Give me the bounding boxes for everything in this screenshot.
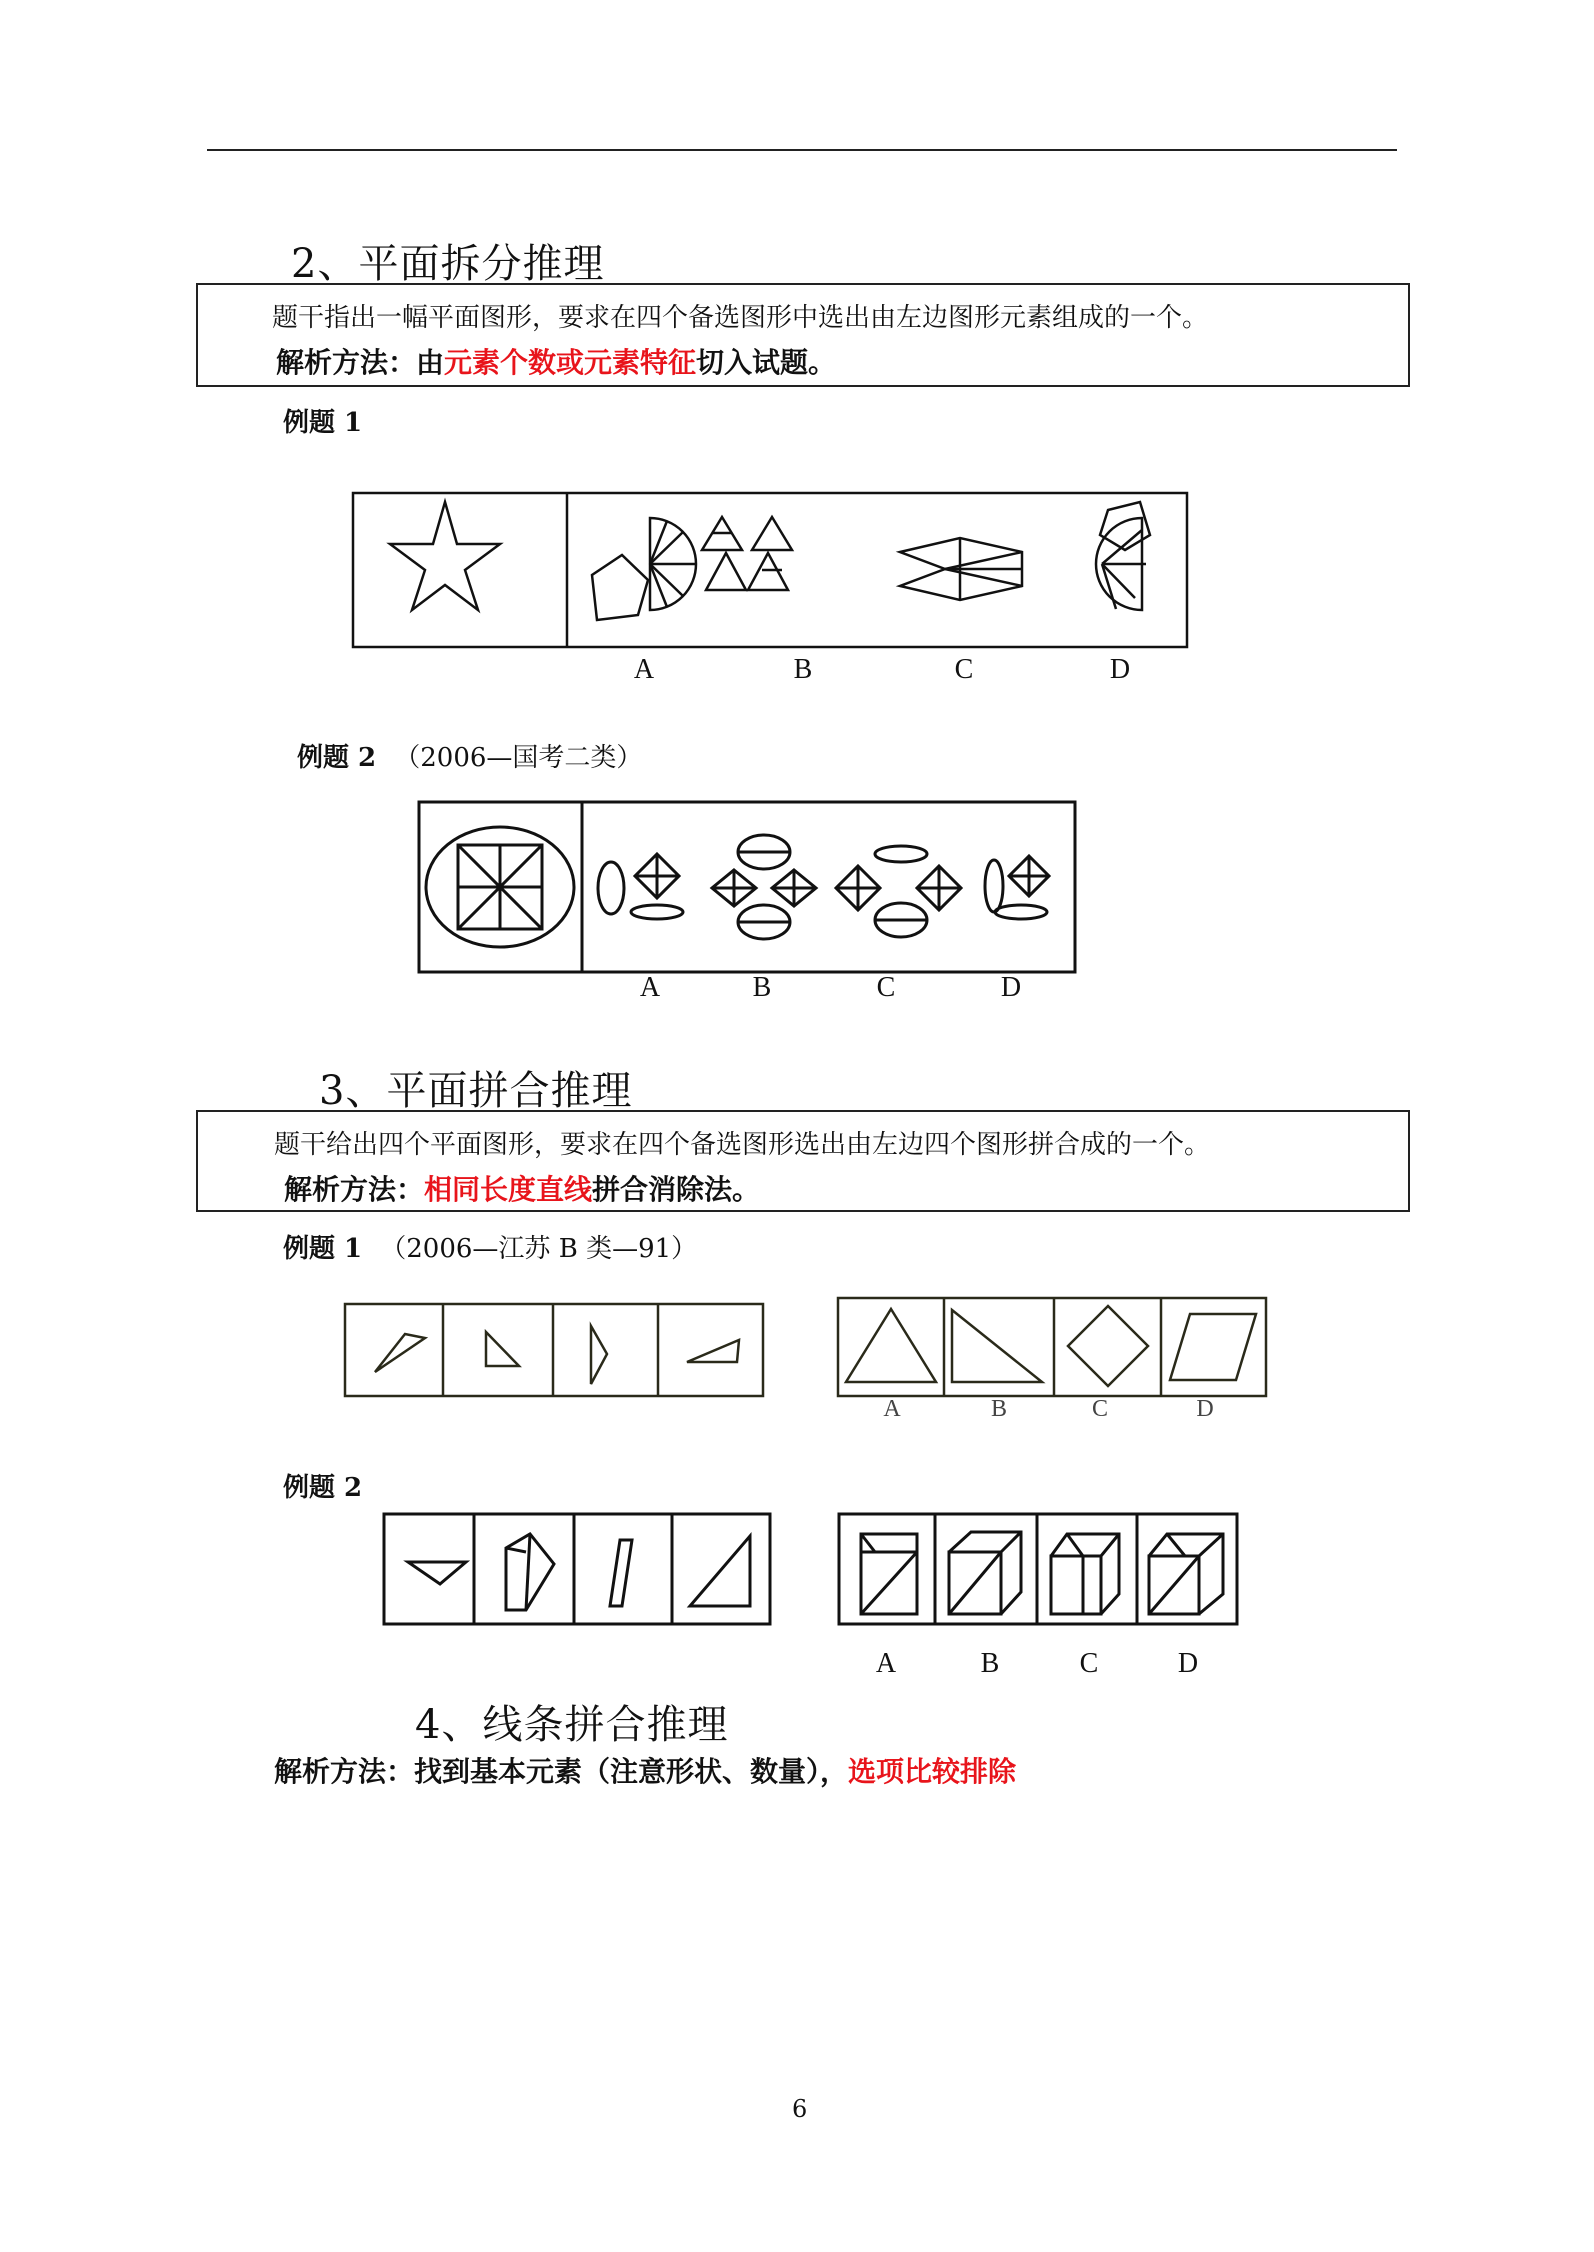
piece-triangle-1 [375, 1334, 425, 1372]
method-highlight: 选项比较排除 [848, 1755, 1017, 1788]
option-b-right-triangle [952, 1310, 1042, 1382]
example-label: 例题 2 [297, 743, 377, 773]
option-d-shape [985, 856, 1049, 919]
section-2-info-box [196, 283, 1410, 387]
method-text: 由 [416, 346, 445, 379]
option-c-diamond [1068, 1306, 1148, 1386]
section-4-heading: 4、线条拼合推理 [415, 1702, 729, 1748]
option-a-triangle [846, 1309, 936, 1382]
piece-prism [506, 1534, 554, 1610]
s3e2-option-c: C [1079, 1648, 1099, 1679]
section-3-example-1-label [283, 1228, 697, 1265]
s2e1-option-d: D [1109, 654, 1131, 685]
section-3-example-1-pieces [343, 1302, 765, 1398]
section-2-example-2-label [297, 737, 642, 774]
option-b-shape [702, 517, 792, 590]
s2e2-option-a: A [639, 972, 661, 1003]
option-d-cube [1149, 1534, 1223, 1614]
s3e1-option-a: A [883, 1396, 901, 1422]
section-2-example-2-figure [417, 800, 1077, 974]
section-3-example-2-label: 例题 2 [283, 1473, 363, 1503]
piece-right-triangle [690, 1536, 750, 1606]
example-source: （2006—江苏 B 类—91） [380, 1234, 698, 1264]
option-c-cube [1051, 1534, 1119, 1614]
section-2-method [276, 341, 836, 381]
header-rule [207, 149, 1397, 151]
option-a-cube [861, 1534, 917, 1614]
option-b-cube [949, 1532, 1021, 1614]
piece-triangle-3 [591, 1326, 607, 1384]
option-a-shape [598, 854, 683, 919]
section-3-example-2-pieces [382, 1512, 772, 1626]
s2e1-option-a: A [633, 654, 655, 685]
section-3-method [284, 1168, 760, 1208]
piece-sliver [610, 1540, 632, 1606]
method-text: 找到基本元素（注意形状、数量）， [414, 1755, 849, 1788]
option-c-shape [836, 846, 961, 937]
option-b-shape [712, 835, 816, 939]
s3e1-option-d: D [1196, 1396, 1214, 1422]
s3e1-option-b: B [990, 1396, 1007, 1422]
section-2-heading: 2、平面拆分推理 [291, 241, 605, 287]
s3e2-option-a: A [875, 1648, 897, 1679]
option-d-parallelogram [1170, 1314, 1256, 1380]
method-label: 解析方法： [284, 1173, 425, 1206]
piece-triangle [408, 1562, 466, 1584]
section-2-description: 题干指出一幅平面图形，要求在四个备选图形中选出由左边图形元素组成的一个。 [272, 303, 1209, 333]
s2e2-option-b: B [752, 972, 772, 1003]
s2e1-option-c: C [954, 654, 974, 685]
section-3-description: 题干给出四个平面图形，要求在四个备选图形选出由左边四个图形拼合成的一个。 [274, 1130, 1211, 1160]
section-3-heading: 3、平面拼合推理 [319, 1068, 633, 1114]
s2e2-option-d: D [1000, 972, 1022, 1003]
method-highlight: 元素个数或元素特征 [444, 346, 697, 379]
section-2-example-1-label: 例题 1 [283, 408, 363, 438]
s3e2-option-d: D [1177, 1648, 1199, 1679]
section-3-info-box [196, 1110, 1410, 1212]
method-label: 解析方法： [274, 1755, 415, 1788]
option-c-shape [900, 538, 1022, 600]
method-label: 解析方法： [276, 346, 417, 379]
star-shape [390, 502, 500, 610]
method-highlight: 相同长度直线 [424, 1173, 593, 1206]
s3e1-option-c: C [1091, 1396, 1108, 1422]
example-source: （2006—国考二类） [394, 743, 643, 773]
option-d-shape [1096, 502, 1150, 610]
example-label: 例题 1 [283, 1234, 363, 1264]
ellipse-grid-shape [426, 827, 574, 947]
page-number: 6 [792, 2095, 808, 2123]
piece-triangle-2 [486, 1332, 519, 1366]
s3e2-option-b: B [980, 1648, 1000, 1679]
method-text-end: 拼合消除法。 [592, 1173, 761, 1206]
section-3-example-2-options [837, 1512, 1239, 1626]
method-text-end: 切入试题。 [696, 346, 837, 379]
section-4-method [274, 1750, 1016, 1790]
section-2-example-1-figure [350, 490, 1190, 650]
piece-triangle-4 [687, 1340, 739, 1362]
option-a-shape [592, 518, 696, 620]
section-3-example-1-options [836, 1296, 1268, 1398]
s2e2-option-c: C [876, 972, 896, 1003]
s2e1-option-b: B [793, 654, 813, 685]
